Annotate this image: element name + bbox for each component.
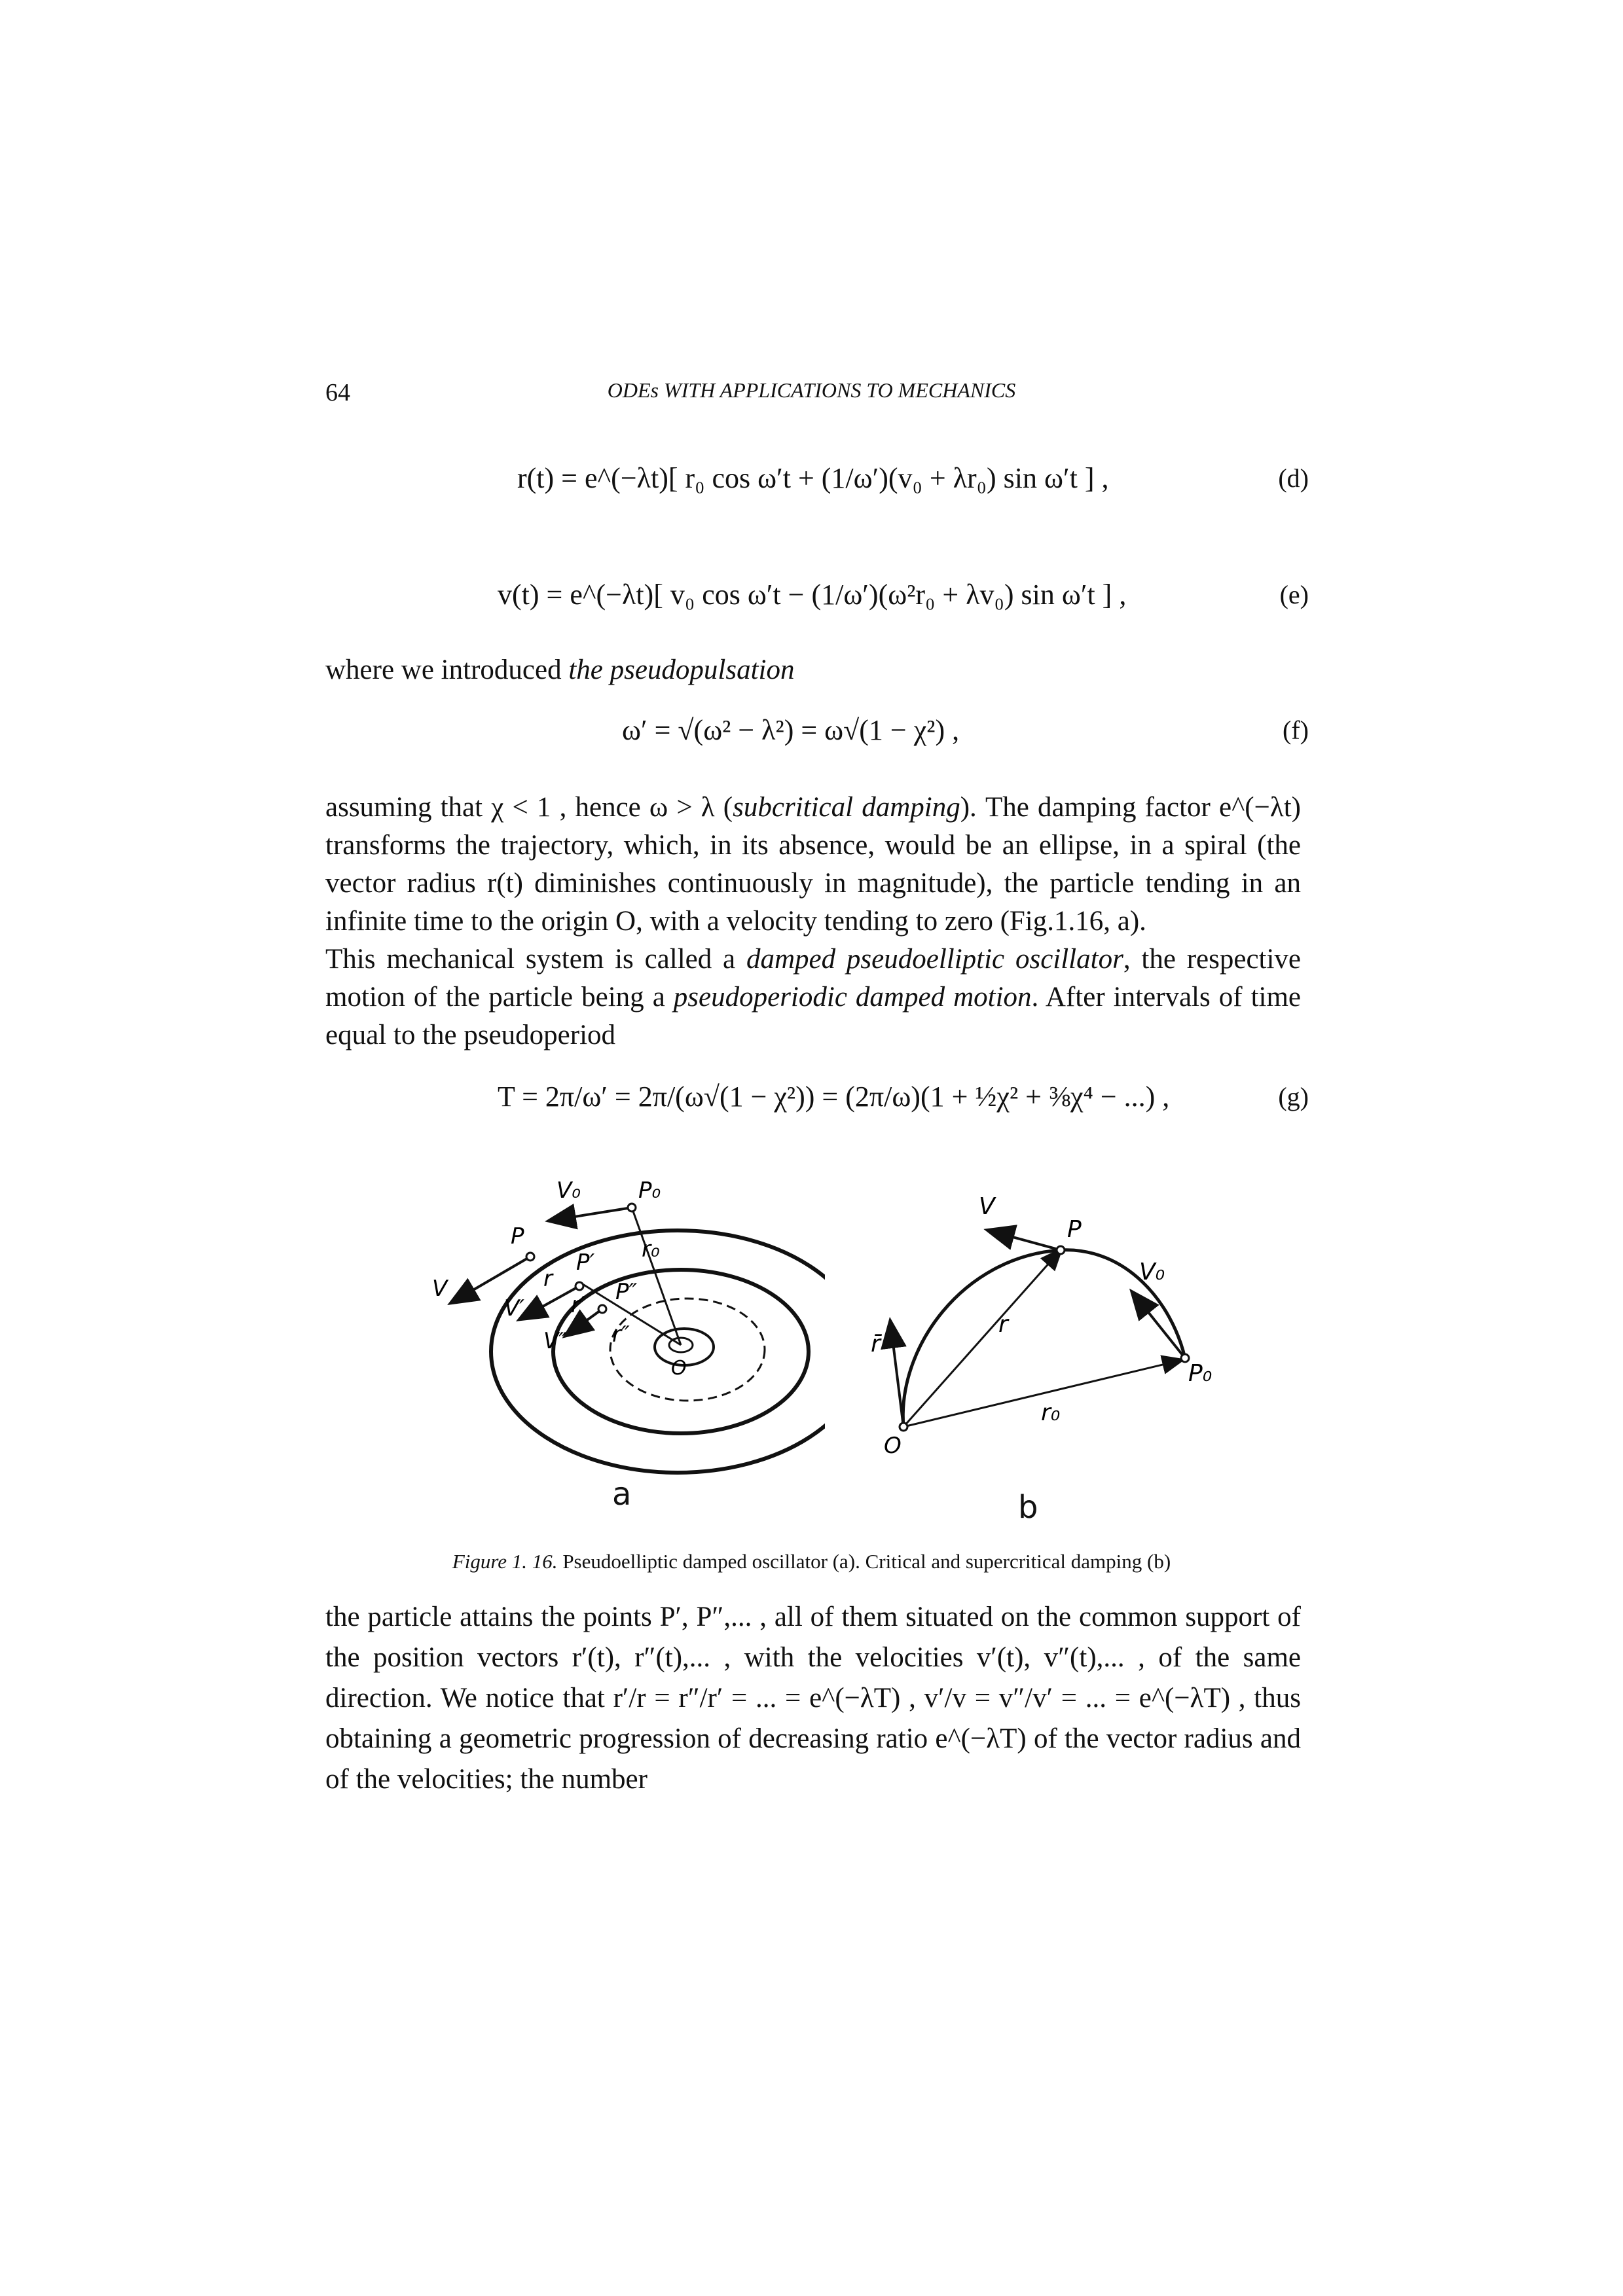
paragraph-3	[325, 1597, 1301, 1800]
figure-caption-label: Figure 1. 16.	[452, 1550, 558, 1573]
intro-lead: where we introduced	[325, 655, 569, 685]
equation-f-label: (f)	[1283, 715, 1309, 745]
label-b-v: V	[979, 1193, 995, 1220]
figure-label-b: b	[1018, 1489, 1038, 1526]
label-a-p0: P₀	[638, 1178, 661, 1204]
label-a-r1: r′	[571, 1292, 585, 1318]
running-title: ODEs WITH APPLICATIONS TO MECHANICS	[607, 378, 1016, 402]
label-a-o: O	[671, 1357, 687, 1380]
label-a-p: P	[511, 1223, 524, 1249]
para2-term1: damped pseudoelliptic oscillator	[746, 944, 1123, 975]
point-p	[1057, 1246, 1065, 1254]
vector-rbar	[890, 1322, 903, 1427]
spiral-turn-outer	[491, 1230, 825, 1473]
equation-d: r(t) = e^(−λt)[ r₀ cos ω′t + (1/ω′)(v₀ + λr₀) sin ω′t ] ,	[517, 462, 1109, 494]
label-a-p2: P″	[615, 1279, 638, 1305]
label-b-rbar: r̄	[871, 1331, 881, 1357]
point-p1	[575, 1282, 583, 1290]
label-b-p0: P₀	[1188, 1360, 1213, 1387]
label-a-r: r	[543, 1266, 553, 1292]
para2-b: , the respective motion of the particle being a	[325, 944, 1302, 1013]
para2-term2: pseudoperiodic damped motion	[673, 982, 1032, 1013]
para1-a: assuming that χ < 1 , hence ω > λ (	[325, 792, 733, 823]
equation-e-label: (e)	[1279, 580, 1309, 609]
label-a-p1: P′	[576, 1249, 595, 1276]
intro-paragraph	[325, 651, 1301, 689]
figure-a-diagram	[419, 1178, 825, 1505]
intro-term: the pseudopulsation	[568, 655, 795, 685]
label-b-r0: r₀	[1041, 1399, 1061, 1426]
spiral-turn-inner	[610, 1299, 765, 1401]
equation-g: T = 2π/ω′ = 2π/(ω√(1 − χ²)) = (2π/ω)(1 + ½χ² + ⅜χ⁴ − ...) ,	[498, 1081, 1170, 1113]
label-b-r: r	[998, 1311, 1008, 1338]
equation-f: ω′ = √(ω² − λ²) = ω√(1 − χ²) ,	[622, 714, 960, 746]
para3: the particle attains the points P′, P″,... , all of them situated on the common support of the position vectors r′(t), r″(t),... , with the velocities v′(t), v″(t),... , of the same direction. We notice that r′/r = r″/r′ = ... = e^(−λT) , v′/v = v″/v′ = ... = e^(−λT) , thus obtaining a geometric progression of decreasing ratio e^(−λT) of the vector radius and of the velocities; the number	[325, 1602, 1301, 1795]
para1-term: subcritical damping	[733, 792, 960, 823]
vector-v0	[550, 1208, 632, 1221]
vector-r0	[632, 1208, 681, 1345]
label-b-o: O	[884, 1433, 902, 1459]
para1-b: ). The damping factor e^(−λt) transforms the trajectory, which, in its absence, would be an ellipse, in a spiral (the vector radius r(t) diminishes continuously in magnitude), the particle tending in an infinite time to the origin O, with a velocity tending to zero (Fig.1.16, a).	[325, 792, 1301, 937]
point-p0	[628, 1204, 636, 1211]
label-a-v2: V″	[543, 1328, 567, 1354]
label-b-p: P	[1067, 1216, 1082, 1243]
equation-g-label: (g)	[1278, 1082, 1309, 1111]
para2-c: . After intervals of time equal to the pseudoperiod	[325, 982, 1301, 1050]
figure-b-diagram	[864, 1185, 1231, 1473]
figure-caption	[0, 1550, 1623, 1573]
label-a-r2: r″	[612, 1321, 630, 1348]
label-b-v0: V₀	[1139, 1259, 1165, 1285]
equation-d-label: (d)	[1278, 463, 1309, 493]
figure-label-a: a	[612, 1476, 632, 1513]
label-a-v0: V₀	[556, 1178, 581, 1204]
point-o	[900, 1423, 907, 1431]
paragraph-1	[325, 789, 1301, 1054]
label-a-r0: r₀	[642, 1236, 660, 1263]
para2-a: This mechanical system is called a	[325, 944, 746, 975]
label-a-v1: V′	[504, 1295, 524, 1321]
point-p2	[598, 1305, 606, 1313]
figure-caption-text: Pseudoelliptic damped oscillator (a). Critical and supercritical damping (b)	[557, 1550, 1171, 1573]
equation-e: v(t) = e^(−λt)[ v₀ cos ω′t − (1/ω′)(ω²r₀ + λv₀) sin ω′t ] ,	[498, 579, 1127, 611]
point-p	[526, 1253, 534, 1261]
vector-v	[989, 1230, 1061, 1250]
page-number: 64	[325, 379, 350, 406]
label-a-v: V	[432, 1276, 448, 1302]
